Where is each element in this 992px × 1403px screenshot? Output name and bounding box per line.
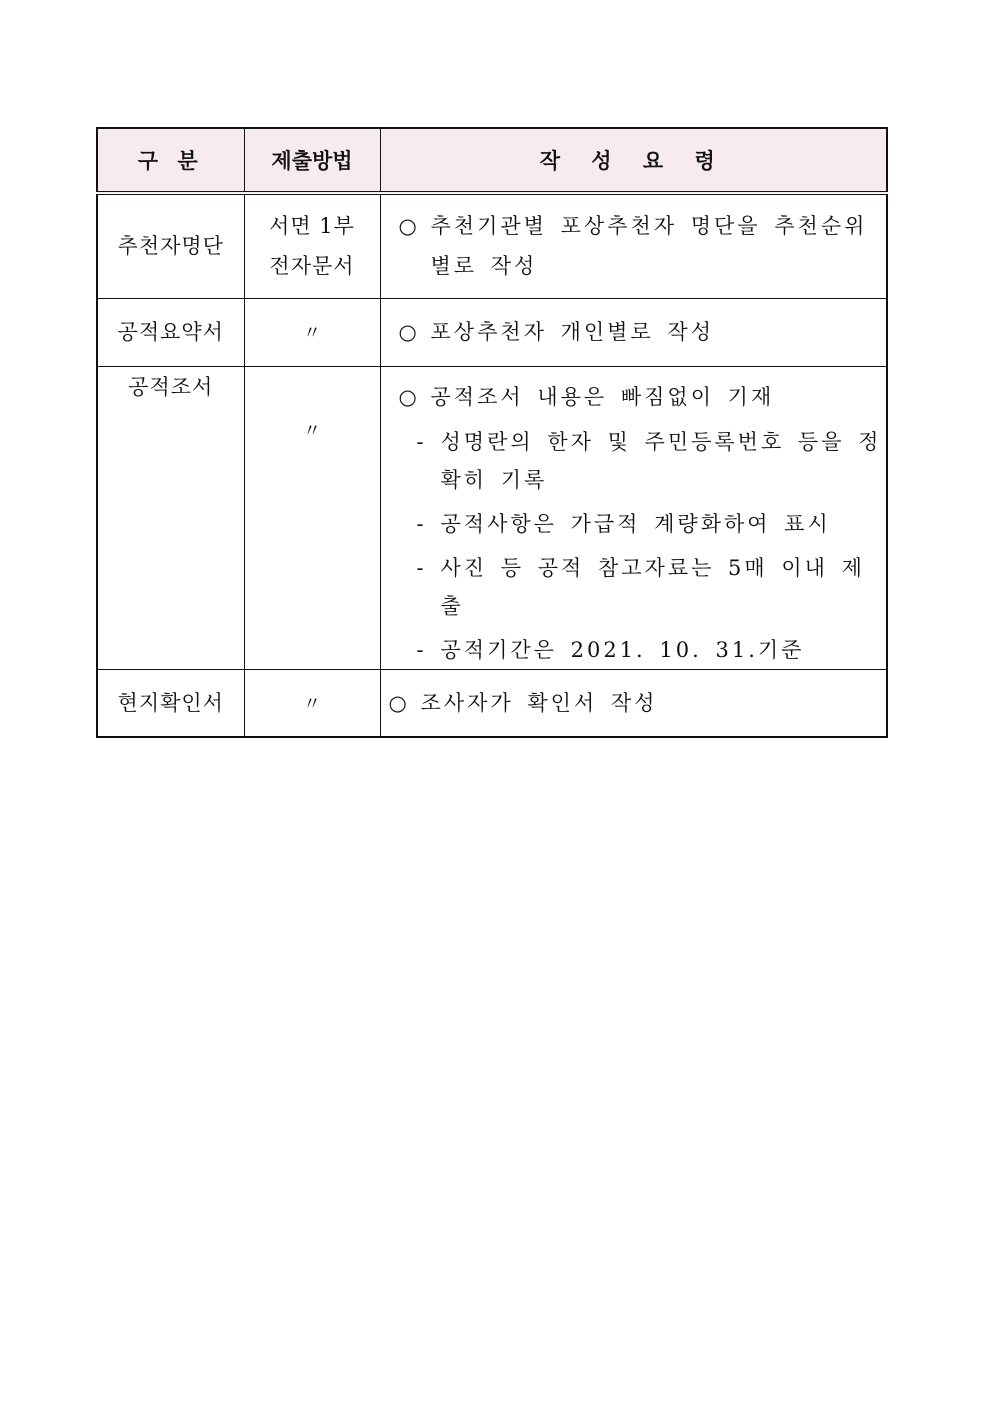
dash-bullet: - — [416, 637, 427, 662]
header-row — [97, 128, 887, 193]
header-guide: 작 성 요 령 — [380, 128, 887, 193]
category-cell: 공적요약서 — [97, 298, 244, 366]
dash-bullet: - — [416, 555, 427, 580]
circle-bullet-icon: ○ — [398, 320, 420, 344]
table-body — [97, 193, 887, 737]
guide-item — [389, 683, 883, 723]
dash-bullet: - — [416, 429, 427, 454]
guide-cell — [380, 298, 887, 366]
method-line: 서면 1부 — [269, 214, 355, 239]
guide-text: 포상추천자 개인별로 작성 — [430, 320, 714, 344]
circle-bullet-icon: ○ — [398, 214, 420, 239]
guide-text: 공적조서 내용은 빠짐없이 기재 — [430, 384, 775, 409]
guide-item — [399, 312, 883, 352]
table-row-recommendee-list — [97, 193, 887, 298]
category-cell: 추천자명단 — [97, 193, 244, 298]
category-cell: 공적조서 — [97, 366, 244, 669]
method-ditto-mark: 〃 — [244, 669, 380, 737]
guide-sub-text: 공적사항은 가급적 계량화하여 표시 — [440, 511, 831, 536]
method-ditto-mark: 〃 — [244, 366, 380, 669]
submission-guide-table — [96, 127, 888, 738]
guide-item — [399, 206, 883, 286]
guide-sub-item — [399, 549, 883, 625]
table-row-site-verification — [97, 669, 887, 737]
guide-item — [399, 377, 883, 417]
circle-bullet-icon: ○ — [388, 690, 410, 715]
guide-sub-text: 사진 등 공적 참고자료는 5매 이내 제출 — [440, 555, 865, 618]
guide-sub-text: 성명란의 한자 및 주민등록번호 등을 정확히 기록 — [440, 429, 882, 492]
method-line: 전자문서 — [269, 254, 355, 279]
guide-sub-text: 공적기간은 2021. 10. 31.기준 — [440, 637, 805, 662]
guide-sub-item — [399, 631, 883, 669]
guide-text: 조사자가 확인서 작성 — [420, 690, 658, 715]
method-ditto-mark: 〃 — [244, 298, 380, 366]
guide-cell — [380, 193, 887, 298]
guide-cell — [380, 366, 887, 669]
table-header — [97, 128, 887, 193]
guide-sub-item — [399, 505, 883, 543]
header-method: 제출방법 — [244, 128, 380, 193]
header-category: 구 분 — [97, 128, 244, 193]
guide-text: 추천기관별 포상추천자 명단을 추천순위별로 작성 — [430, 214, 868, 279]
guide-sub-item — [399, 423, 883, 499]
table-row-merit-report — [97, 366, 887, 669]
category-cell: 현지확인서 — [97, 669, 244, 737]
circle-bullet-icon: ○ — [398, 384, 420, 409]
guide-cell — [380, 669, 887, 737]
method-cell — [244, 193, 380, 298]
dash-bullet: - — [416, 511, 427, 536]
table-row-merit-summary — [97, 298, 887, 366]
